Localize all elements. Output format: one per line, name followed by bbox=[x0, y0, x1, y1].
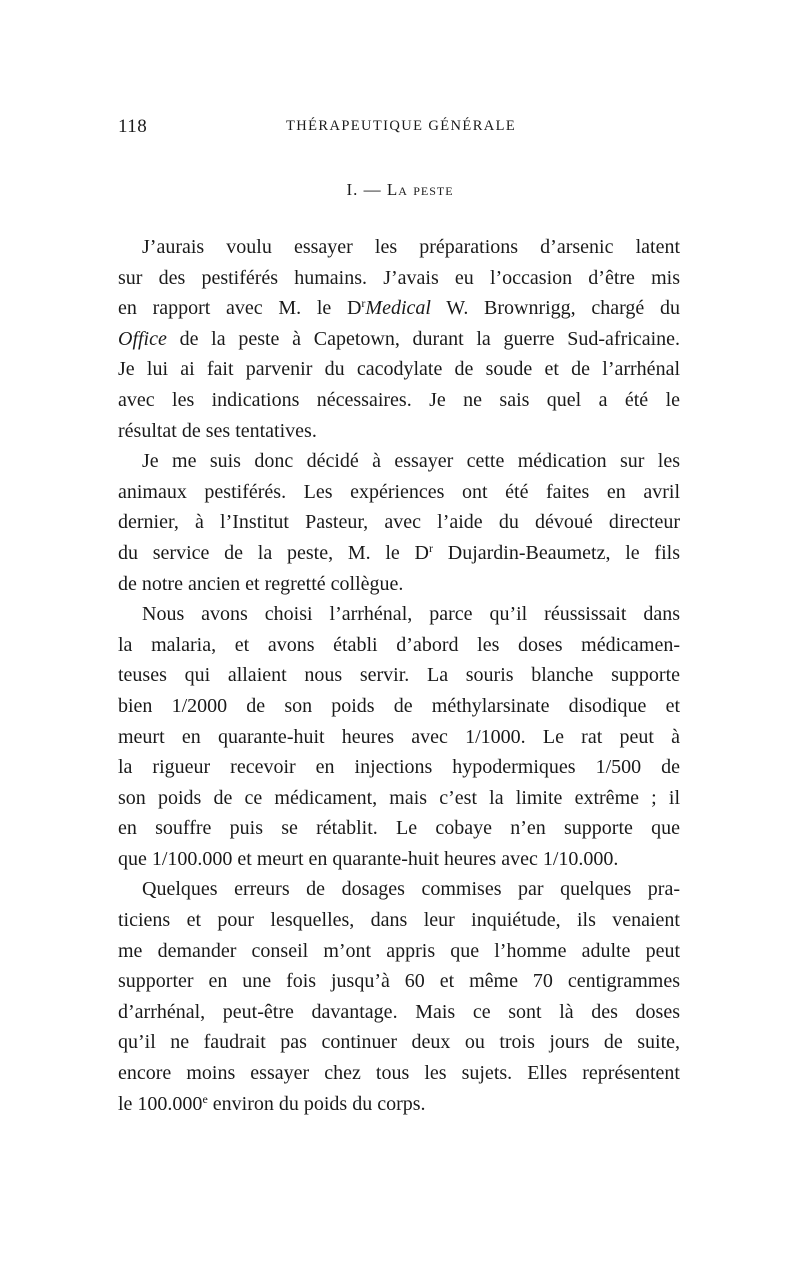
text-fragment: Dujardin-Beaumetz, le fils bbox=[433, 541, 680, 564]
text-line bbox=[118, 293, 680, 324]
text-line: meurt en quarante-huit heures avec 1/1000. Le rat peut à bbox=[118, 725, 680, 748]
paragraph bbox=[118, 446, 680, 599]
text-line bbox=[118, 538, 680, 569]
text-fragment: W. Brownrigg, chargé du bbox=[430, 297, 680, 320]
text-line: ticiens et pour lesquelles, dans leur inquiétude, ils venaient bbox=[118, 909, 680, 932]
text-fragment: de la peste à Capetown, durant la guerre Sud-africaine. bbox=[166, 327, 680, 350]
text-fragment: environ du poids du corps. bbox=[207, 1092, 426, 1115]
text-line: dernier, à l’Institut Pasteur, avec l’aide du dévoué directeur bbox=[118, 511, 680, 534]
page-header bbox=[118, 116, 678, 140]
text-fragment: du service de la peste, M. le D bbox=[118, 541, 429, 564]
text-line: son poids de ce médicament, mais c’est la limite extrême ; il bbox=[118, 786, 680, 809]
text-line bbox=[118, 324, 680, 355]
text-fragment: le 100.000 bbox=[118, 1092, 203, 1115]
page-number: 118 bbox=[118, 116, 148, 137]
text-line: me demander conseil m’ont appris que l’homme adulte peut bbox=[118, 939, 680, 962]
section-heading bbox=[0, 180, 800, 200]
paragraph bbox=[118, 874, 680, 1119]
superscript: e bbox=[202, 1091, 208, 1106]
text-line: qu’il ne faudrait pas continuer deux ou trois jours de suite, bbox=[118, 1031, 680, 1054]
italic-text: Office bbox=[118, 327, 167, 350]
text-line: d’arrhénal, peut-être davantage. Mais ce sont là des doses bbox=[118, 1000, 680, 1023]
running-title: THÉRAPEUTIQUE GÉNÉRALE bbox=[286, 118, 517, 134]
text-line: animaux pestiférés. Les expériences ont été faites en avril bbox=[118, 480, 680, 503]
text-line: Je lui ai fait parvenir du cacodylate de soude et de l’arrhénal bbox=[118, 358, 680, 381]
text-line: la rigueur recevoir en injections hypodermiques 1/500 de bbox=[118, 756, 680, 779]
text-fragment: en rapport avec M. le D bbox=[118, 297, 362, 320]
text-line: teuses qui allaient nous servir. La souris blanche supporte bbox=[118, 664, 680, 687]
text-line: en souffre puis se rétablit. Le cobaye n’en supporte que bbox=[118, 817, 680, 840]
text-line: Quelques erreurs de dosages commises par quelques pra- bbox=[142, 878, 680, 901]
body-text bbox=[118, 232, 680, 1119]
text-line: bien 1/2000 de son poids de méthylarsinate disodique et bbox=[118, 694, 680, 717]
text-line: résultat de ses tentatives. bbox=[118, 419, 317, 442]
text-line: Nous avons choisi l’arrhénal, parce qu’il réussissait dans bbox=[142, 603, 680, 626]
superscript: r bbox=[361, 296, 366, 311]
text-line: avec les indications nécessaires. Je ne sais quel a été le bbox=[118, 388, 680, 411]
superscript: r bbox=[429, 540, 433, 555]
text-line: la malaria, et avons établi d’abord les doses médicamen- bbox=[118, 633, 680, 656]
text-line: supporter en une fois jusqu’à 60 et même 70 centigrammes bbox=[118, 970, 680, 993]
text-line: Je me suis donc décidé à essayer cette médication sur les bbox=[142, 450, 680, 473]
text-line bbox=[118, 1089, 680, 1120]
paragraph bbox=[118, 232, 680, 446]
text-line: J’aurais voulu essayer les préparations d’arsenic latent bbox=[142, 236, 680, 258]
text-line: encore moins essayer chez tous les sujets. Elles représentent bbox=[118, 1062, 680, 1085]
text-line: sur des pestiférés humains. J’avais eu l’occasion d’être mis bbox=[118, 266, 680, 289]
section-title: La peste bbox=[386, 180, 454, 199]
section-numeral: I. — bbox=[346, 180, 382, 199]
paragraph bbox=[118, 599, 680, 874]
text-line: de notre ancien et regretté collègue. bbox=[118, 572, 404, 595]
text-line: que 1/100.000 et meurt en quarante-huit heures avec 1/10.000. bbox=[118, 847, 619, 870]
italic-text: Medical bbox=[365, 297, 431, 320]
